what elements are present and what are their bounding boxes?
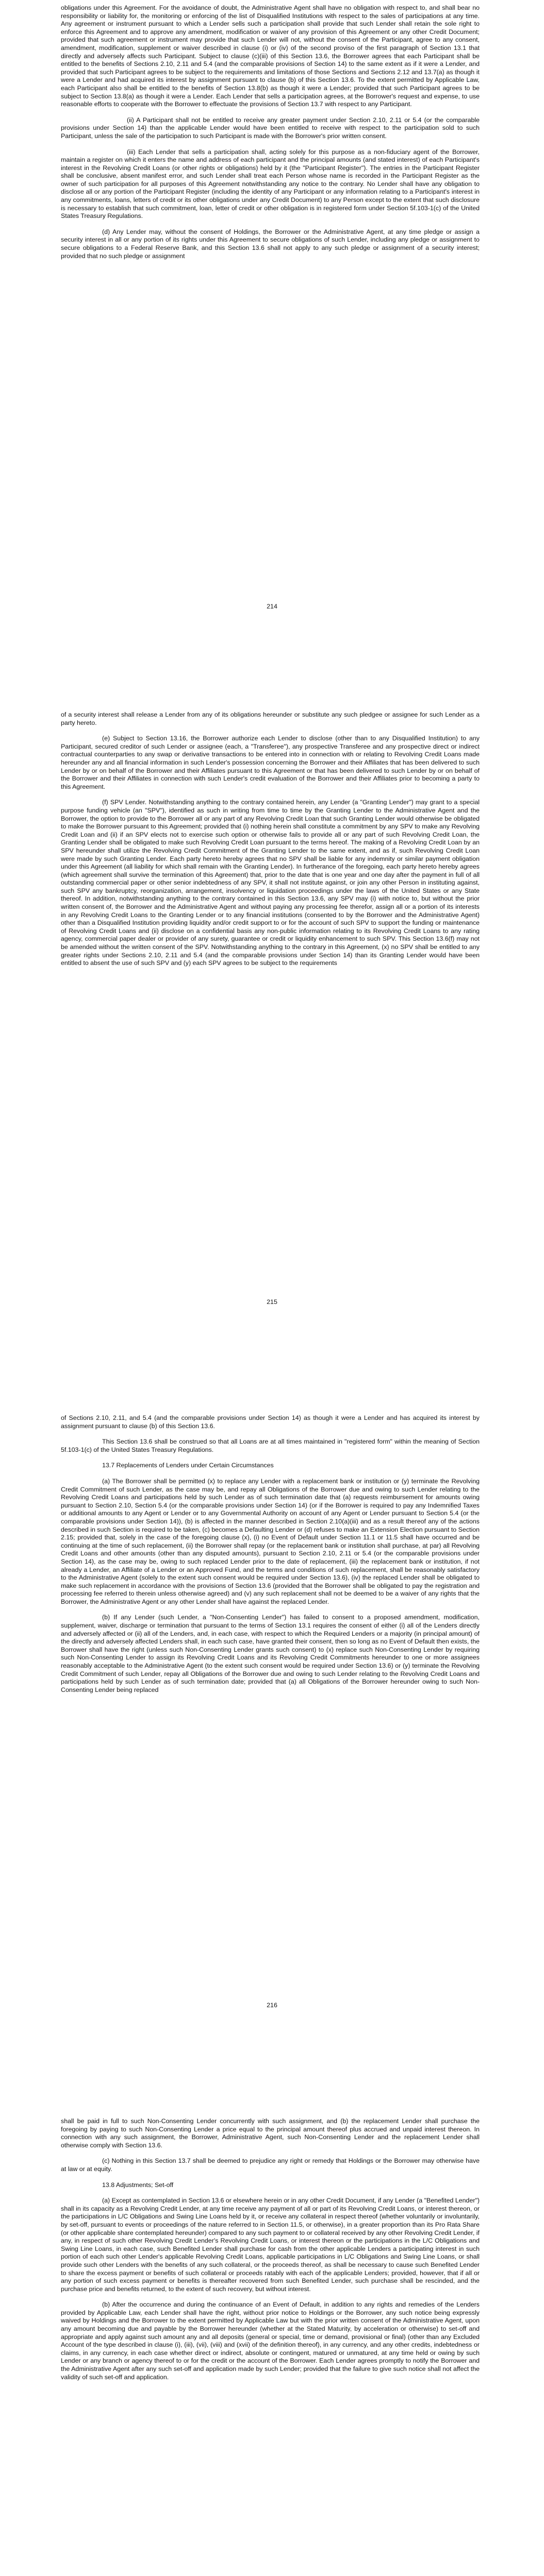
page-number: 214: [267, 603, 277, 610]
page-number: 215: [267, 1298, 277, 1306]
paragraph: of a security interest shall release a Lender from any of its obligations hereunder or substitute any such pledgee or assignee for such Lender as a party hereto.: [61, 711, 480, 726]
paragraph: (f) SPV Lender. Notwithstanding anything to the contrary contained herein, any Lender (a "Granting Lender") may grant to a special purpose funding vehicle (an "SPV"), identified as such in writing from time to time by the Granting Lender to the Administrative Agent and the Borrower, the option to provide to the Borrower all or any part of any Revolving Credit Loan that such Granting Lender would otherwise be obligated to make the Borrower pursuant to this Agreement; provided that (i) nothing herein shall constitute a commitment by any SPV to make any Revolving Credit Loan and (ii) if an SPV elects not to exercise such option or otherwise fails to provide all or any part of such Revolving Credit Loan, the Granting Lender shall be obligated to make such Revolving Credit Loan pursuant to the terms hereof. The making of a Revolving Credit Loan by an SPV hereunder shall utilize the Revolving Credit Commitment of the Granting Lender to the same extent, and as if, such Revolving Credit Loan were made by such Granting Lender. Each party hereto hereby agrees that no SPV shall be liable for any indemnity or similar payment obligation under this Agreement (all liability for which shall remain with the Granting Lender). In furtherance of the foregoing, each party hereto hereby agrees (which agreement shall survive the termination of this Agreement) that, prior to the date that is one year and one day after the payment in full of all outstanding commercial paper or other senior indebtedness of any SPV, it shall not institute against, or join any other Person in instituting against, such SPV any bankruptcy, reorganization, arrangement, insolvency or liquidation proceedings under the laws of the United States or any State thereof. In addition, notwithstanding anything to the contrary contained in this Section 13.6, any SPV may (i) with notice to, but without the prior written consent of, the Borrower and the Administrative Agent and without paying any processing fee therefor, assign all or a portion of its interests in any Revolving Credit Loans to the Granting Lender or to any financial institutions (consented to by the Borrower and the Administrative Agent) other than a Disqualified Institution providing liquidity and/or credit support to or for the account of such SPV to support the funding or maintenance of Revolving Credit Loans and (ii) disclose on a confidential basis any non-public information relating to its Revolving Credit Loans to any rating agency, commercial paper dealer or provider of any surety, guarantee or credit or liquidity enhancement to such SPV. This Section 13.6(f) may not be amended without the written consent of the SPV. Notwithstanding anything to the contrary in this Agreement, (x) no SPV shall be entitled to any greater rights under Sections 2.10, 2.11 and 5.4 (and the comparable provisions under Section 14) than its Granting Lender would have been entitled to absent the use of such SPV and (y) each SPV agrees to be subject to the requirements: [61, 799, 480, 967]
paragraph: (b) After the occurrence and during the continuance of an Event of Default, in addition to any rights and remedies of the Lenders provided by Applicable Law, each Lender shall have the right, without prior notice to Holdings or the Borrower, any such notice being expressly waived by Holdings and the Borrower to the extent permitted by Applicable Law but with the prior written consent of the Administrative Agent, upon any amount becoming due and payable by the Borrower hereunder (whether at the Stated Maturity, by acceleration or otherwise) to set-off and appropriate and apply against such amount any and all deposits (general or special, time or demand, provisional or final) (other than any Excluded Account of the type described in clause (i), (iii), (vii), (viii) and (xvii) of the definition thereof), in any currency, and any other credits, indebtedness or claims, in any currency, in each case whether direct or indirect, absolute or contingent, matured or unmatured, at any time held or owing by such Lender or any branch or agency thereof to or for the credit or the account of the Borrower. Each Lender agrees promptly to notify the Borrower and the Administrative Agent after any such set-off and application made by such Lender; provided that the failure to give such notice shall not affect the validity of such set-off and application.: [61, 2301, 480, 2381]
paragraph: (c) Nothing in this Section 13.7 shall be deemed to prejudice any right or remedy that Holdings or the Borrower may otherwise have at law or at equity.: [61, 2157, 480, 2173]
page-215: [0, 703, 544, 1406]
paragraph: This Section 13.6 shall be construed so that all Loans are at all times maintained in "registered form" within the meaning of Section 5f.103-1(c) of the United States Treasury Regulations.: [61, 1438, 480, 1453]
section-heading: 13.8 Adjustments; Set-off: [102, 2181, 174, 2189]
page-body: [61, 2117, 480, 2389]
page-214: [0, 0, 544, 703]
page-body: [61, 1414, 480, 1702]
paragraph: (b) If any Lender (such Lender, a "Non-Consenting Lender") has failed to consent to a proposed amendment, modification, supplement, waiver, discharge or termination that pursuant to the terms of Section 13.1 requires the consent of either (i) all of the Lenders directly and adversely affected or (ii) all of the Lenders, and, in each case, with respect to which the Required Lenders or a majority (in principal amount) of the directly and adversely affected Lenders shall, in each such case, have granted their consent, then so long as no Event of Default then exists, the Borrower shall have the right (unless such Non-Consenting Lender grants such consent) to (x) replace such Non-Consenting Lender by requiring such Non-Consenting Lender to assign its Revolving Credit Loans and its Revolving Credit Commitments hereunder to one or more assignees reasonably acceptable to the Administrative Agent (to the extent such consent would be required under Section 13.6) or (y) terminate the Revolving Credit Commitment of such Lender, repay all Obligations of the Borrower due and owing to such Lender relating to the Revolving Credit Loans and participations held by such Lender as of such termination date; provided that (a) all Obligations of the Borrower hereunder owing to such Non-Consenting Lender being replaced: [61, 1614, 480, 1693]
page-body: [61, 711, 480, 975]
paragraph: (a) The Borrower shall be permitted (x) to replace any Lender with a replacement bank or institution or (y) terminate the Revolving Credit Commitment of such Lender, as the case may be, and repay all Obligations of the Borrower due and owing to such Lender relating to the Revolving Credit Loans and participations held by such Lender as of such termination date that (a) requests reimbursement for amounts owing pursuant to Section 2.10, Section 5.4 (or the comparable provisions under Section 14) (or if the Borrower is required to pay any Indemnified Taxes or additional amounts to any Agent or Lender or to any Governmental Authority on account of any Agent or Lender pursuant to Section 5.4 (or the comparable provisions under Section 14)), (b) is affected in the manner described in Section 2.10(a)(iii) and as a result thereof any of the actions described in such Section is required to be taken, (c) becomes a Defaulting Lender or (d) refuses to make an Extension Election pursuant to Section 2.15; provided that, solely in the case of the foregoing clause (x), (i) no Event of Default under Section 11.1 or 11.5 shall have occurred and be continuing at the time of such replacement, (ii) the Borrower shall repay (or the replacement bank or institution shall purchase, at par) all Revolving Credit Loans and other amounts (other than any disputed amounts), pursuant to Section 2.10, 2.11 or 5.4 (or the comparable provisions under Section 14), as the case may be, owing to such replaced Lender prior to the date of replacement, (iii) the replacement bank or institution, if not already a Lender, an Affiliate of a Lender or an Approved Fund, and the terms and conditions of such replacement, shall be reasonably satisfactory to the Administrative Agent (solely to the extent such consent would be required under Section 13.6), (iv) the replaced Lender shall be obligated to make such replacement in accordance with the provisions of Section 13.6 (provided that the Borrower shall be obligated to pay the registration and processing fee referred to therein unless otherwise agreed) and (v) any such replacement shall not be deemed to be a waiver of any rights that the Borrower, the Administrative Agent or any other Lender shall have against the replaced Lender.: [61, 1477, 480, 1605]
paragraph: of Sections 2.10, 2.11, and 5.4 (and the comparable provisions under Section 14) as though it were a Lender and has acquired its interest by assignment pursuant to clause (b) of this Section 13.6.: [61, 1414, 480, 1430]
paragraph: (ii) A Participant shall not be entitled to receive any greater payment under Section 2.10, 2.11 or 5.4 (or the comparable provisions under Section 14) than the applicable Lender would have been entitled to receive with respect to the participation sold to such Participant, unless the sale of the participation to such Participant is made with the Borrower's prior written consent.: [61, 116, 480, 140]
section-heading: 13.7 Replacements of Lenders under Certain Circumstances: [102, 1462, 274, 1469]
paragraph: (a) Except as contemplated in Section 13.6 or elsewhere herein or in any other Credit Document, if any Lender (a "Benefited Lender") shall in its capacity as a Revolving Credit Lender, at any time receive any payment of all or part of its Revolving Credit Loans, or interest thereon, or the participations in L/C Obligations and Swing Line Loans held by it, or receive any collateral in respect thereof (whether voluntarily or involuntarily, by set-off, pursuant to events or proceedings of the nature referred to in Section 11.5, or otherwise), in a greater proportion than its Pro Rata Share (or other applicable share contemplated hereunder) compared to any such payment to or collateral received by any other Revolving Credit Lender, if any, in respect of such other Revolving Credit Lender's Revolving Credit Loans, or interest thereon or the participations in the L/C Obligations and Swing Line Loans, in each case, such Benefited Lender shall purchase for cash from the other applicable Lenders a participating interest in such portion of each such other Lender's applicable Revolving Credit Loans, applicable participations in L/C Obligations and Swing Line Loans, or shall provide such other Lenders with the benefits of any such collateral, or the proceeds thereof, as shall be necessary to cause such Benefited Lender to share the excess payment or benefits of such collateral or proceeds ratably with each of the applicable Lenders; provided, however, that if all or any portion of such excess payment or benefits is thereafter recovered from such Benefited Lender, such purchase shall be rescinded, and the purchase price and benefits returned, to the extent of such recovery, but without interest.: [61, 2197, 480, 2293]
paragraph: shall be paid in full to such Non-Consenting Lender concurrently with such assignment, and (b) the replacement Lender shall purchase the foregoing by paying to such Non-Consenting Lender a price equal to the principal amount thereof plus accrued and unpaid interest thereon. In connection with any such assignment, the Borrower, Administrative Agent, such Non-Consenting Lender and the replacement Lender shall otherwise comply with Section 13.6.: [61, 2117, 480, 2149]
page-body: [61, 4, 480, 268]
paragraph: (d) Any Lender may, without the consent of Holdings, the Borrower or the Administrative Agent, at any time pledge or assign a security interest in all or any portion of its rights under this Agreement to secure obligations of such Lender, including any pledge or assignment to secure obligations to a Federal Reserve Bank, and this Section 13.6 shall not apply to any such pledge or assignment of a security interest; provided that no such pledge or assignment: [61, 228, 480, 260]
page-217: [0, 2110, 544, 2576]
paragraph: (iii) Each Lender that sells a participation shall, acting solely for this purpose as a non-fiduciary agent of the Borrower, maintain a register on which it enters the name and address of each participant and the principal amounts (and stated interest) of each Participant's interest in the Revolving Credit Loans (or other rights or obligations) held by it (the "Participant Register"). The entries in the Participant Register shall be conclusive, absent manifest error, and such Lender shall treat each Person whose name is recorded in the Participant Register as the owner of such participation for all purposes of this Agreement notwithstanding any notice to the contrary. No Lender shall have any obligation to disclose all or any portion of the Participant Register (including the identity of any Participant or any information relating to a Participant's interest in any commitments, loans, letters of credit or its other obligations under any Credit Document) to any Person except to the extent that such disclosure is necessary to establish that such commitment, loan, letter of credit or other obligation is in registered form under Section 5f.103-1(c) of the United States Treasury Regulations.: [61, 148, 480, 220]
paragraph: (e) Subject to Section 13.16, the Borrower authorize each Lender to disclose (other than to any Disqualified Institution) to any Participant, secured creditor of such Lender or assignee (each, a "Transferee"), any prospective Transferee and any prospective direct or indirect contractual counterparties to any swap or derivative transactions to be entered into in connection with or relating to Revolving Credit Loans made hereunder any and all financial information in such Lender's possession concerning the Borrower and their Affiliates that has been delivered to such Lender by or on behalf of the Borrower and their Affiliates pursuant to this Agreement or that has been delivered to such Lender by or on behalf of the Borrower and their Affiliates in connection with such Lender's credit evaluation of the Borrower and their Affiliates prior to becoming a party to this Agreement.: [61, 735, 480, 790]
page-216: [0, 1406, 544, 2110]
page-number: 216: [267, 2002, 277, 2009]
paragraph: obligations under this Agreement. For the avoidance of doubt, the Administrative Agent shall have no obligation with respect to, and shall bear no responsibility or liability for, the monitoring or enforcing of the list of Disqualified Institutions with respect to the sales of participations at any time. Any agreement or instrument pursuant to which a Lender sells such a participation shall provide that such Lender shall retain the sole right to enforce this Agreement and to approve any amendment, modification or waiver of any provision of this Agreement or any other Credit Document; provided that such agreement or instrument may provide that such Lender will not, without the consent of the Participant, agree to any consent, amendment, modification, supplement or waiver described in clause (i) or (iv) of the second proviso of the first paragraph of Section 13.1 that directly and adversely affects such Participant. Subject to clause (c)(iii) of this Section 13.6, the Borrower agrees that each Participant shall be entitled to the benefits of Sections 2.10, 2.11 and 5.4 (and the comparable provisions of Section 14) to the same extent as if it were a Lender, and provided that such Participant agrees to be subject to the requirements and limitations of those Sections and Sections 2.12 and 13.7(a) as though it were a Lender and had acquired its interest by assignment pursuant to clause (b) of this Section 13.6. To the extent permitted by Applicable Law, each Participant also shall be entitled to the benefits of Section 13.8(b) as though it were a Lender; provided that such Participant agrees to be subject to Section 13.8(a) as though it were a Lender. Each Lender that sells a participation agrees, at the Borrower's request and expense, to use reasonable efforts to cooperate with the Borrower to effectuate the provisions of Section 13.7 with respect to any Participant.: [61, 4, 480, 108]
